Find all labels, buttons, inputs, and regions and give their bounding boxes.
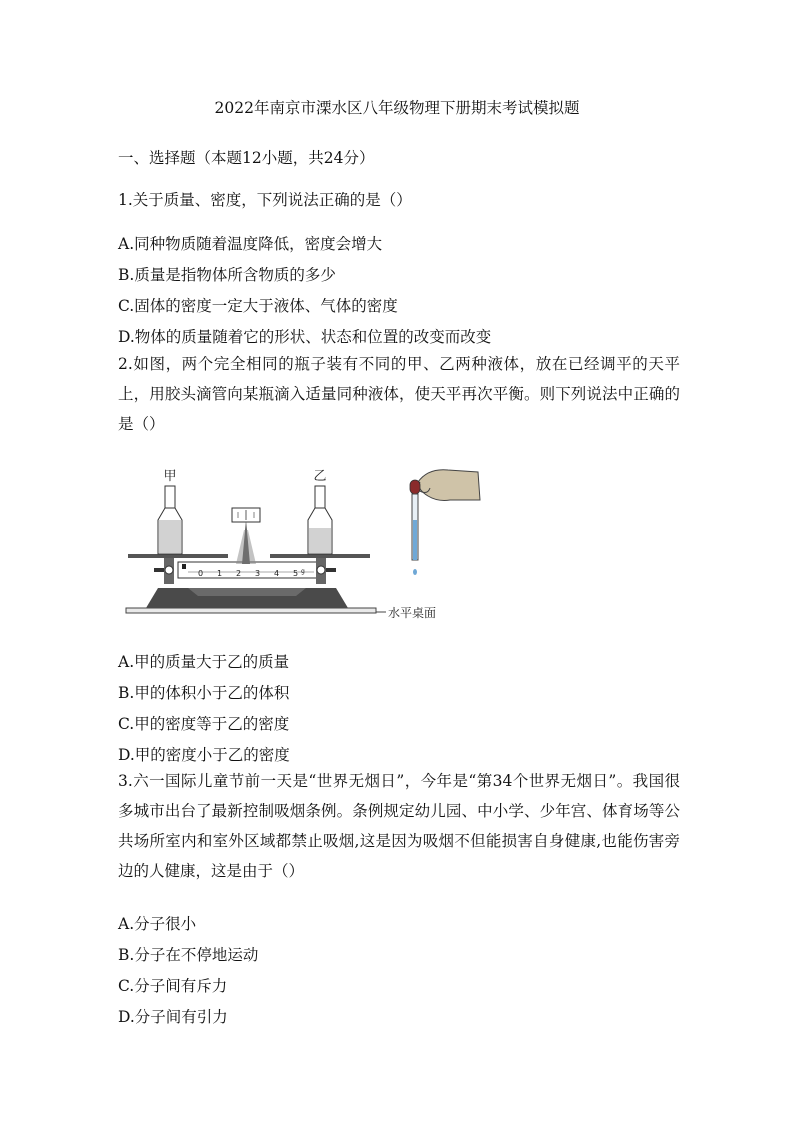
question-1-stem: 1.关于质量、密度，下列说法正确的是（） — [118, 191, 412, 209]
svg-text:0: 0 — [198, 569, 204, 578]
table-label: 水平桌面 — [388, 606, 437, 620]
question-3-option-a: A.分子很小 — [118, 915, 197, 933]
hand — [418, 470, 480, 501]
svg-text:5: 5 — [293, 569, 299, 578]
svg-text:2: 2 — [236, 569, 242, 578]
svg-text:3: 3 — [255, 569, 261, 578]
question-2-option-d: D.甲的密度小于乙的密度 — [118, 746, 290, 764]
balance-diagram — [118, 460, 498, 630]
question-1-option-a: A.同种物质随着温度降低，密度会增大 — [118, 235, 383, 253]
question-1-option-c: C.固体的密度一定大于液体、气体的密度 — [118, 297, 398, 315]
droplet — [413, 569, 417, 575]
dropper-bulb — [410, 480, 420, 494]
label-jia: 甲 — [163, 469, 177, 484]
svg-text:4: 4 — [274, 569, 280, 578]
question-2-option-b: B.甲的体积小于乙的体积 — [118, 684, 290, 702]
label-yi: 乙 — [313, 469, 327, 484]
question-3-option-d: D.分子间有引力 — [118, 1008, 228, 1026]
svg-text:g: g — [301, 568, 305, 575]
svg-text:1: 1 — [217, 569, 223, 578]
balance-figure — [118, 460, 498, 630]
question-1-option-d: D.物体的质量随着它的形状、状态和位置的改变而改变 — [118, 328, 492, 346]
section-heading: 一、选择题（本题12小题，共24分） — [118, 149, 375, 167]
question-3-option-b: B.分子在不停地运动 — [118, 946, 259, 964]
table-surface — [126, 608, 376, 613]
question-2-option-a: A.甲的质量大于乙的质量 — [118, 653, 290, 671]
question-3-stem: 3.六一国际儿童节前一天是“世界无烟日”，今年是“第34个世界无烟日”。我国很多城市出台了最新控制吸烟条例。条例规定幼儿园、中小学、少年宫、体育场等公共场所室内和室外区域都禁止吸烟,这是因为吸烟不但能损害自身健康,也能伤害旁边的人健康，这是由于（） — [118, 772, 680, 880]
question-3-option-c: C.分子间有斥力 — [118, 977, 228, 995]
question-2-stem: 2.如图，两个完全相同的瓶子装有不同的甲、乙两种液体，放在已经调平的天平上，用胶头滴管向某瓶滴入适量同种液体，使天平再次平衡。则下列说法中正确的是（） — [118, 355, 680, 433]
left-pan — [128, 554, 228, 558]
question-2-option-c: C.甲的密度等于乙的密度 — [118, 715, 290, 733]
page-title: 2022年南京市溧水区八年级物理下册期末考试模拟题 — [214, 99, 580, 117]
question-1-option-b: B.质量是指物体所含物质的多少 — [118, 266, 336, 284]
right-pan — [270, 554, 370, 558]
